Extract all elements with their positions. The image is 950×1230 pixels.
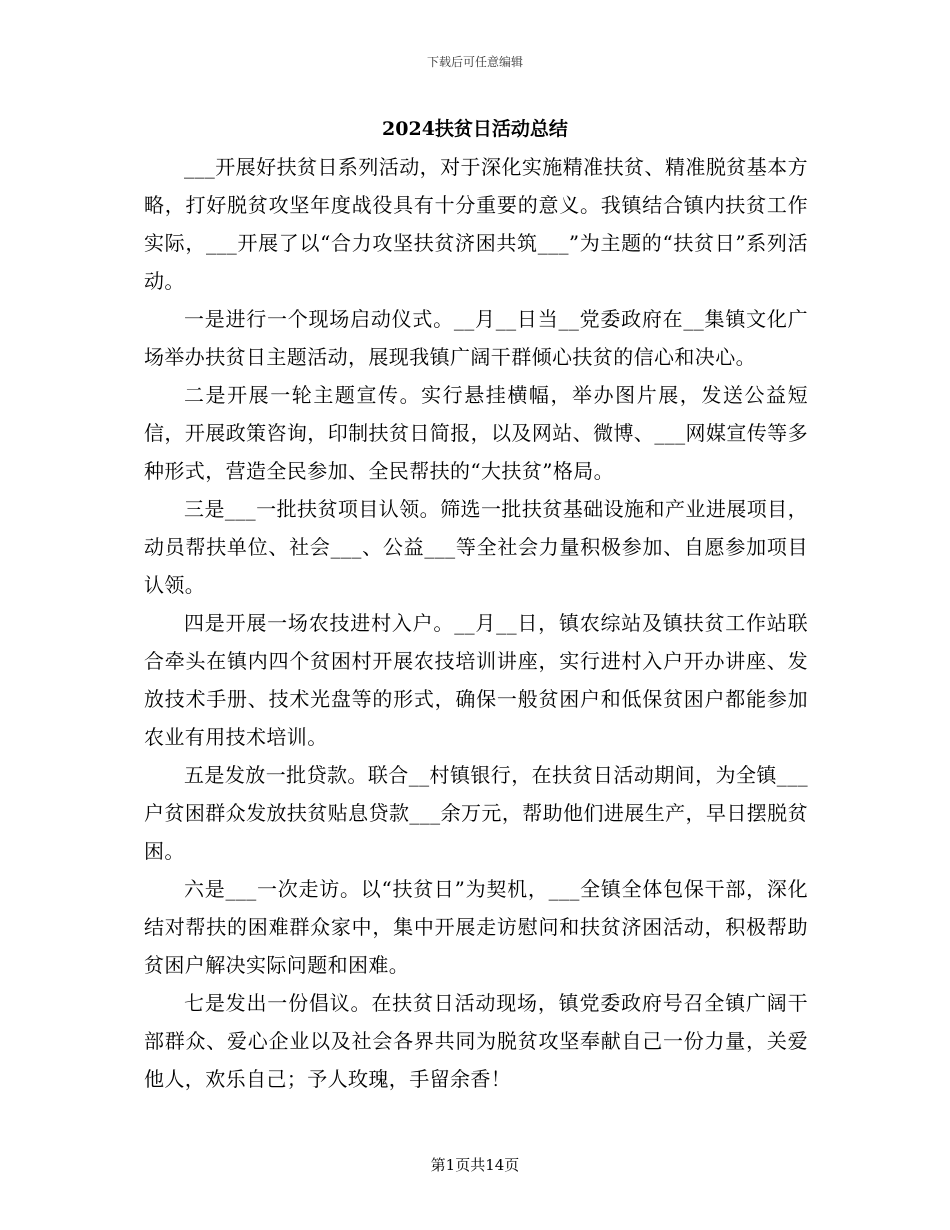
paragraph-item-6: 六是___一次走访。以“扶贫日”为契机，___全镇全体包保干部，深化结对帮扶的困难群众家中，集中开展走访慰问和扶贫济困活动，积极帮助贫困户解决实际问题和困难。 (144, 877, 808, 977)
document-title: 2024扶贫日活动总结 (382, 118, 568, 140)
paragraph-intro: ___开展好扶贫日系列活动，对于深化实施精准扶贫、精准脱贫基本方略，打好脱贫攻坚年度战役具有十分重要的意义。我镇结合镇内扶贫工作实际，___开展了以“合力攻坚扶贫济困共筑___”为主题的“扶贫日”系列活动。 (144, 155, 808, 293)
paragraph-item-3: 三是___一批扶贫项目认领。筛选一批扶贫基础设施和产业进展项目，动员帮扶单位、社会___、公益___等全社会力量积极参加、自愿参加项目认领。 (144, 497, 808, 597)
paragraph-item-4: 四是开展一场农技进村入户。__月__日，镇农综站及镇扶贫工作站联合牵头在镇内四个贫困村开展农技培训讲座，实行进村入户开办讲座、发放技术手册、技术光盘等的形式，确保一般贫困户和低保贫困户都能参加农业有用技术培训。 (144, 611, 808, 749)
document-body (144, 148, 808, 1098)
paragraph-item-2: 二是开展一轮主题宣传。实行悬挂横幅，举办图片展，发送公益短信，开展政策咨询，印制扶贫日简报，以及网站、微博、___网媒宣传等多种形式，营造全民参加、全民帮扶的“大扶贫”格局。 (144, 383, 808, 483)
paragraph-item-7: 七是发出一份倡议。在扶贫日活动现场，镇党委政府号召全镇广阔干部群众、爱心企业以及社会各界共同为脱贫攻坚奉献自己一份力量，关爱他人，欢乐自己；予人玫瑰，手留余香！ (144, 991, 808, 1091)
paragraph-item-5: 五是发放一批贷款。联合__村镇银行，在扶贫日活动期间，为全镇___户贫困群众发放扶贫贴息贷款___余万元，帮助他们进展生产，早日摆脱贫困。 (144, 763, 808, 863)
paragraph-item-1: 一是进行一个现场启动仪式。__月__日当__党委政府在__集镇文化广场举办扶贫日主题活动，展现我镇广阔干群倾心扶贫的信心和决心。 (144, 307, 808, 369)
page-header-note: 下载后可任意编辑 (426, 55, 523, 69)
page-number-footer: 第1页共14页 (430, 1156, 520, 1174)
